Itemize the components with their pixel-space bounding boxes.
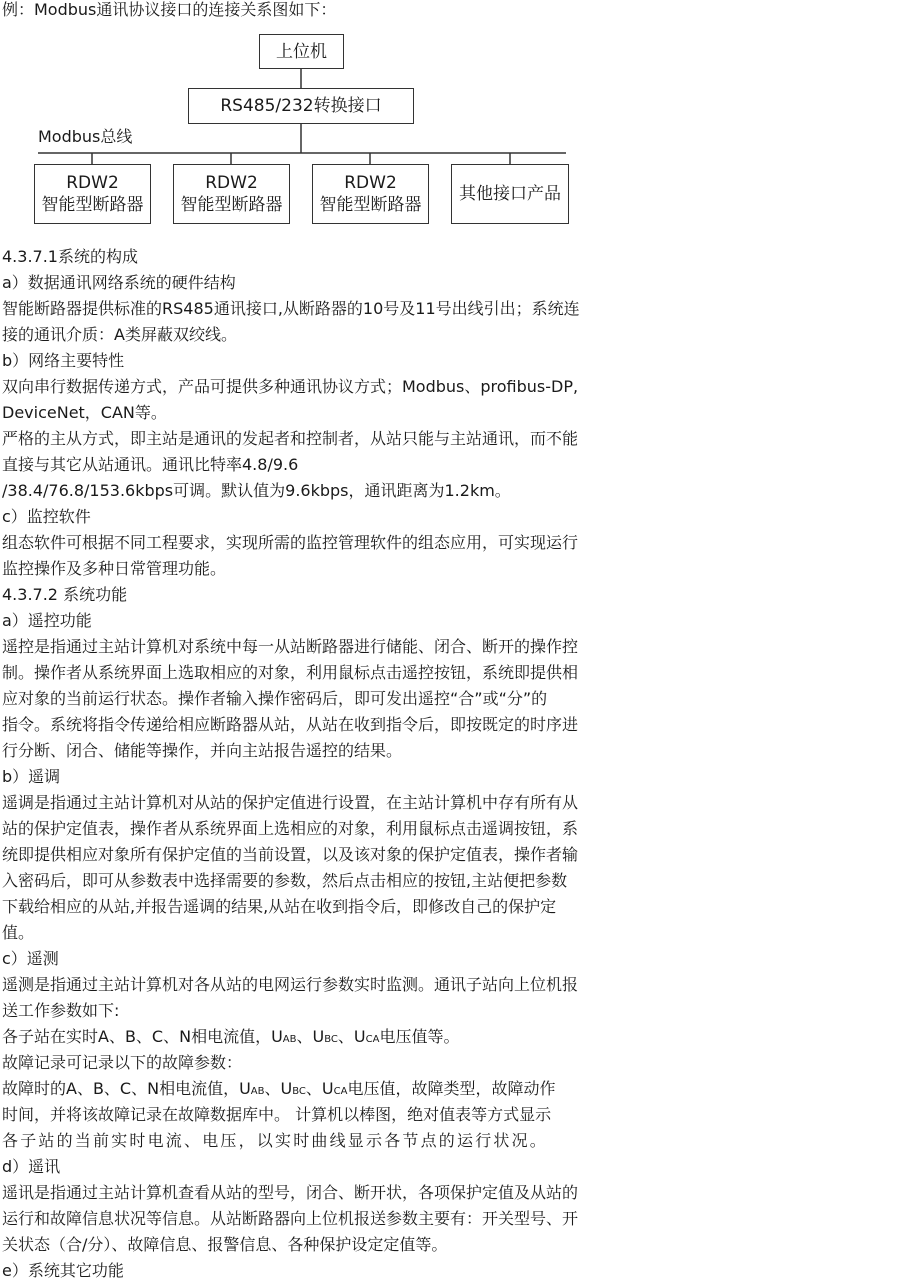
subheading: c）监控软件 xyxy=(2,507,91,526)
paragraph-line: 各子站的当前实时电流、电压，以实时曲线显示各节点的运行状况。 xyxy=(2,1131,549,1150)
device-model: 其他接口产品 xyxy=(459,184,561,204)
device-box xyxy=(173,164,290,224)
meas-prefix: 各子站在实时A、B、C、N相电流值， xyxy=(2,1027,272,1046)
paragraph-line: 双向串行数据传递方式，产品可提供多种通讯协议方式；Modbus、profibus-DP, xyxy=(2,377,579,396)
meas-sep: 、 xyxy=(296,1027,313,1046)
device-model: RDW2 xyxy=(66,173,119,193)
fault-line xyxy=(2,1076,602,1102)
section-heading: 4.3.7.2 系统功能 xyxy=(2,585,128,604)
paragraph-line: 应对象的当前运行状态。操作者输入操作密码后，即可发出遥控“合”或“分”的 xyxy=(2,689,548,708)
paragraph-line: 严格的主从方式，即主站是通讯的发起者和控制者，从站只能与主站通讯，而不能 xyxy=(2,429,579,448)
meas-u: U xyxy=(353,1027,366,1046)
paragraph-line: 入密码后，即可从参数表中选择需要的参数，然后点击相应的按钮,主站便把参数 xyxy=(2,871,568,890)
fault-u: U xyxy=(239,1079,251,1098)
fault-bc: BC xyxy=(292,1086,306,1097)
host-box xyxy=(259,34,344,69)
paragraph-line: 遥讯是指通过主站计算机查看从站的型号，闭合、断开状，各项保护定值及从站的 xyxy=(2,1183,579,1202)
meas-sep: 、 xyxy=(337,1027,354,1046)
paragraph-line: 站的保护定值表，操作者从系统界面上选相应的对象，利用鼠标点击遥调按钮，系 xyxy=(2,819,579,838)
meas-ab: AB xyxy=(282,1034,297,1045)
device-box xyxy=(312,164,429,224)
connection-diagram xyxy=(0,0,900,240)
fault-ab: AB xyxy=(250,1086,265,1097)
host-label: 上位机 xyxy=(276,41,327,62)
subheading: b）遥调 xyxy=(2,767,61,786)
paragraph-line: 指令。系统将指令传递给相应断路器从站，从站在收到指令后，即按既定的时序进 xyxy=(2,715,579,734)
fault-sep: 、 xyxy=(264,1079,281,1098)
paragraph-line: 送工作参数如下: xyxy=(2,1001,120,1020)
fault-sep: 、 xyxy=(305,1079,322,1098)
device-model: RDW2 xyxy=(344,173,397,193)
paragraph-line: 直接与其它从站通讯。通讯比特率4.8/9.6 xyxy=(2,455,299,474)
subheading: c）遥测 xyxy=(2,949,59,968)
paragraph-line: 值。 xyxy=(2,923,35,942)
fault-prefix: 故障时的A、B、C、N相电流值， xyxy=(2,1079,240,1098)
fault-u: U xyxy=(321,1079,334,1098)
meas-ca: CA xyxy=(365,1034,380,1045)
document-body xyxy=(2,244,602,1284)
bus-label: Modbus总线 xyxy=(38,127,133,146)
converter-label: RS485/232转换接口 xyxy=(220,96,382,116)
paragraph-line: 时间，并将该故障记录在故障数据库中。 计算机以棒图，绝对值表等方式显示 xyxy=(2,1105,552,1124)
device-box xyxy=(451,164,569,224)
paragraph-line: 接的通讯介质：A类屏蔽双绞线。 xyxy=(2,325,237,344)
fault-ca: CA xyxy=(333,1086,348,1097)
paragraph-line: 遥测是指通过主站计算机对各从站的电网运行参数实时监测。通讯子站向上位机报 xyxy=(2,975,579,994)
paragraph-line: DeviceNet，CAN等。 xyxy=(2,403,167,422)
paragraph-line: 故障记录可记录以下的故障参数： xyxy=(2,1053,243,1072)
paragraph-line: 组态软件可根据不同工程要求，实现所需的监控管理软件的组态应用，可实现运行 xyxy=(2,533,579,552)
device-box xyxy=(34,164,151,224)
meas-suffix: 电压值等。 xyxy=(379,1027,460,1046)
paragraph-line: 遥调是指通过主站计算机对从站的保护定值进行设置，在主站计算机中存有所有从 xyxy=(2,793,579,812)
paragraph-line: 智能断路器提供标准的RS485通讯接口,从断路器的10号及11号出线引出；系统连 xyxy=(2,299,580,318)
subheading: e）系统其它功能 xyxy=(2,1261,124,1280)
paragraph-line: 运行和故障信息状况等信息。从站断路器向上位机报送参数主要有：开关型号、开 xyxy=(2,1209,579,1228)
paragraph-line: 遥控是指通过主站计算机对系统中每一从站断路器进行储能、闭合、断开的操作控 xyxy=(2,637,579,656)
subheading: a）遥控功能 xyxy=(2,611,92,630)
device-type: 智能型断路器 xyxy=(319,195,422,215)
subheading: b）网络主要特性 xyxy=(2,351,125,370)
paragraph-line: 关状态（合/分）、故障信息、报警信息、各种保护设定定值等。 xyxy=(2,1235,448,1254)
intro-text: 例：Modbus通讯协议接口的连接关系图如下： xyxy=(2,0,337,19)
device-model: RDW2 xyxy=(205,173,258,193)
paragraph-line: 统即提供相应对象所有保护定值的当前设置，以及该对象的保护定值表，操作者输 xyxy=(2,845,579,864)
section-heading: 4.3.7.1系统的构成 xyxy=(2,247,138,266)
paragraph-line: /38.4/76.8/153.6kbps可调。默认值为9.6kbps，通讯距离为1.2km。 xyxy=(2,481,511,500)
converter-box xyxy=(188,88,414,124)
subheading: d）遥讯 xyxy=(2,1157,61,1176)
fault-u: U xyxy=(280,1079,293,1098)
paragraph-line: 监控操作及多种日常管理功能。 xyxy=(2,559,227,578)
meas-bc: BC xyxy=(324,1034,338,1045)
device-type: 智能型断路器 xyxy=(41,195,144,215)
device-type: 智能型断路器 xyxy=(180,195,283,215)
paragraph-line: 制。操作者从系统界面上选取相应的对象，利用鼠标点击遥控按钮，系统即提供相 xyxy=(2,663,579,682)
paragraph-line: 下载给相应的从站,并报告遥调的结果,从站在收到指令后，即修改自己的保护定 xyxy=(2,897,557,916)
fault-suffix: 电压值，故障类型，故障动作 xyxy=(347,1079,556,1098)
paragraph-line: 行分断、闭合、储能等操作，并向主站报告遥控的结果。 xyxy=(2,741,403,760)
subheading: a）数据通讯网络系统的硬件结构 xyxy=(2,273,236,292)
meas-u: U xyxy=(312,1027,325,1046)
meas-u: U xyxy=(271,1027,283,1046)
measurement-line xyxy=(2,1024,602,1050)
